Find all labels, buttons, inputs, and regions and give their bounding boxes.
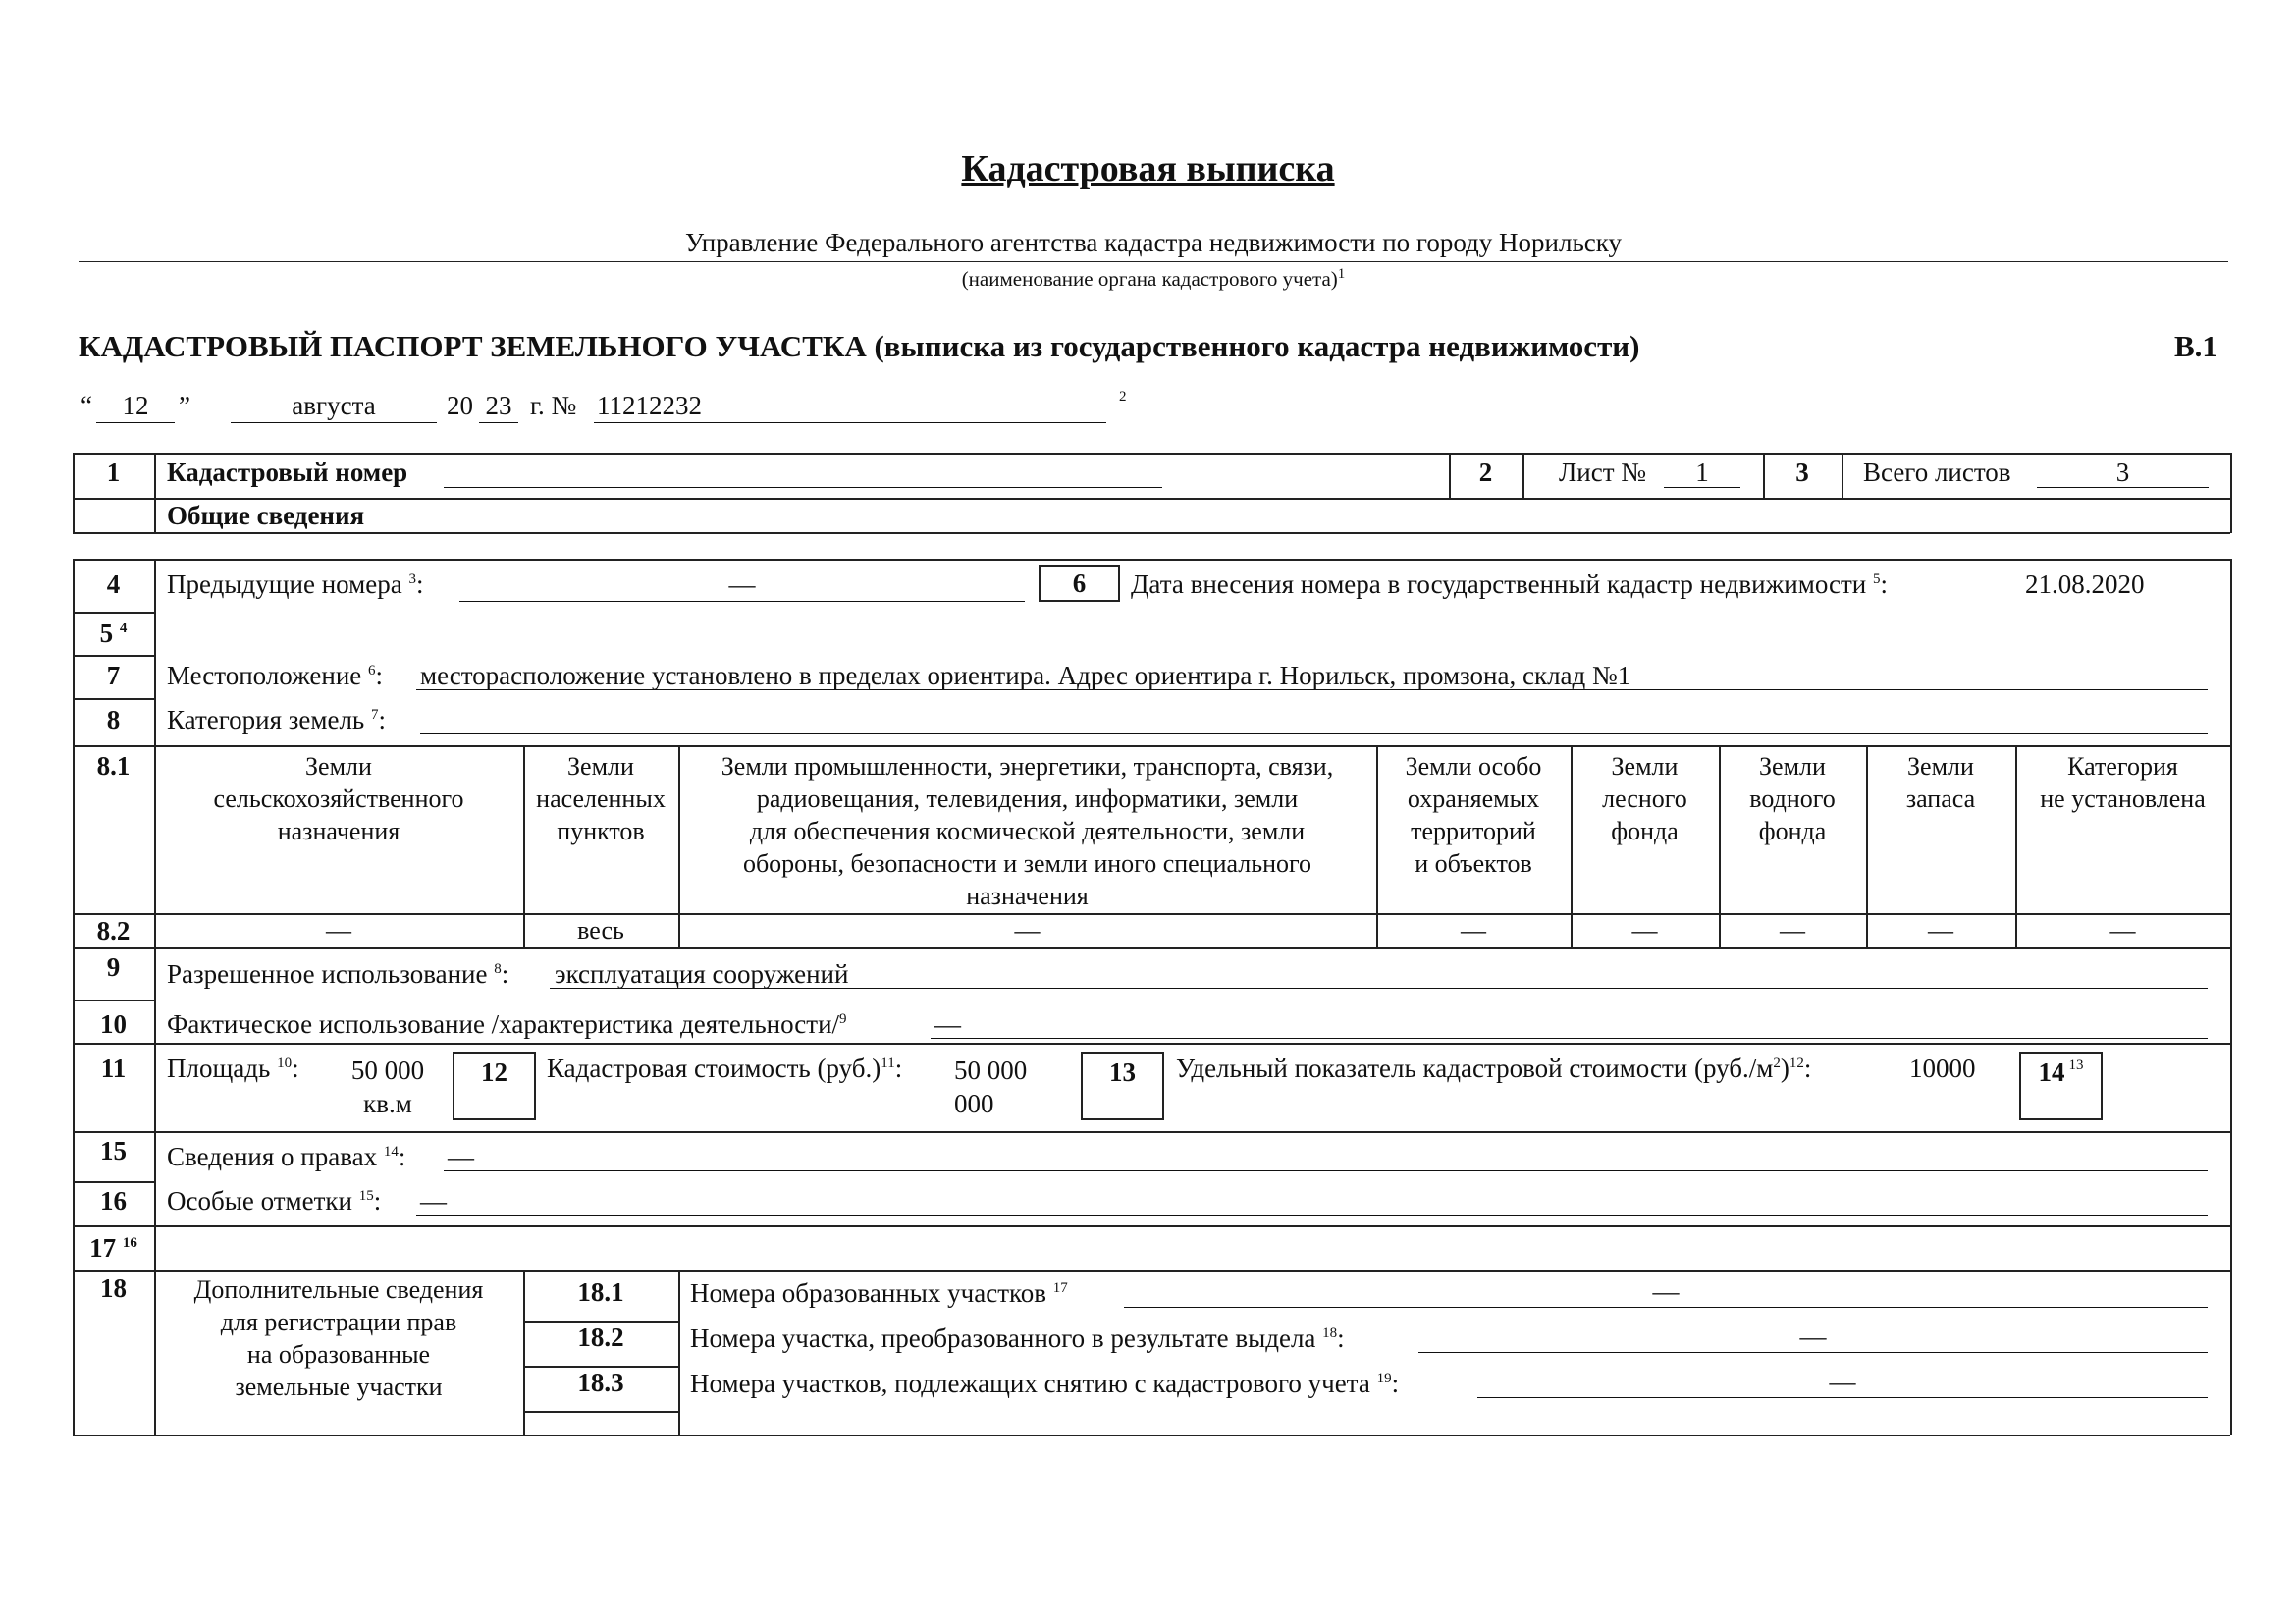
row-number-18-2: 18.2 <box>577 1323 624 1352</box>
row-number-18-3: 18.3 <box>577 1368 624 1397</box>
area-value: 50 000 кв.м <box>350 1056 425 1118</box>
date-month-underline <box>231 422 437 423</box>
date-year: 23 <box>485 391 512 420</box>
category-water: Земли водного фонда <box>1749 752 1836 845</box>
date-close-quote: ” <box>179 391 190 420</box>
date-year-underline <box>479 422 518 423</box>
row-number-16: 16 <box>100 1186 127 1216</box>
date-day-underline <box>96 422 175 423</box>
field-number-13: 13 <box>1081 1052 1164 1120</box>
location-value: месторасположение установлено в пределах ориентира. Адрес ориентира г. Норильск, промзона, склад №1 <box>420 661 1631 690</box>
location-underline <box>416 689 2208 690</box>
registration-date-label: Дата внесения номера в государственный кадастр недвижимости $^5$: <box>1131 569 1888 599</box>
authority-caption: (наименование органа кадастрового учета)$^1$ <box>961 266 1346 291</box>
authority-underline <box>79 261 2228 262</box>
land-category-underline <box>420 733 2208 734</box>
permitted-use-label: Разрешенное использование $^8$: <box>167 959 509 989</box>
category-protected: Земли особо охраняемых территорий и объектов <box>1405 752 1542 878</box>
sheet-value: 1 <box>1695 458 1709 487</box>
row-number-18-1: 18.1 <box>577 1277 624 1307</box>
total-sheets-value: 3 <box>2115 458 2130 487</box>
cadastral-number-label: Кадастровый номер <box>167 458 408 487</box>
removal-plots-underline <box>1477 1397 2208 1398</box>
general-info-heading: Общие сведения <box>167 501 365 530</box>
row-number-2: 2 <box>1478 458 1493 487</box>
actual-use-underline <box>931 1038 2208 1039</box>
row-number-17: 17 $^{16}$ <box>89 1233 137 1263</box>
area-label: Площадь $^{10}$: <box>167 1054 299 1083</box>
total-sheets-underline <box>2037 487 2209 488</box>
row-number-8-1: 8.1 <box>96 751 131 781</box>
row-number-4: 4 <box>106 569 121 599</box>
field-number-6: 6 <box>1039 565 1120 602</box>
row-number-3: 3 <box>1795 458 1809 487</box>
row-number-1: 1 <box>106 458 121 487</box>
category-value-water: — <box>1780 916 1805 945</box>
row-number-8: 8 <box>106 705 121 734</box>
row-number-15: 15 <box>100 1136 127 1165</box>
total-sheets-label: Всего листов <box>1863 458 2011 487</box>
category-settlements: Земли населенных пунктов <box>536 752 666 845</box>
registration-date-value: 21.08.2020 <box>2025 569 2145 599</box>
transformed-plot-value: — <box>1799 1322 1827 1351</box>
permitted-use-underline <box>550 988 2208 989</box>
previous-numbers-underline <box>459 601 1025 602</box>
row-number-9: 9 <box>106 952 121 982</box>
category-value-settlements: весь <box>577 916 624 945</box>
specific-cost-value: 10000 <box>1909 1054 1976 1083</box>
document-title: Кадастровая выписка <box>961 148 1335 189</box>
field-number-14: 14 13 <box>2019 1052 2103 1120</box>
formed-plots-value: — <box>1652 1276 1680 1306</box>
category-value-not-set: — <box>2109 916 2136 945</box>
document-number-underline <box>594 422 1106 423</box>
passport-heading: КАДАСТРОВЫЙ ПАСПОРТ ЗЕМЕЛЬНОГО УЧАСТКА (выписка из государственного кадастра недвижимости) <box>79 329 1640 363</box>
category-value-reserve: — <box>1928 916 1953 945</box>
location-label: Местоположение $^6$: <box>167 661 384 690</box>
date-day: 12 <box>122 391 149 420</box>
additional-info-label: Дополнительные сведения для регистрации прав на образованные земельные участки <box>193 1275 484 1401</box>
category-value-agricultural: — <box>326 916 351 945</box>
transformed-plot-label: Номера участка, преобразованного в результате выдела $^{18}$: <box>690 1324 1345 1353</box>
formed-plots-underline <box>1124 1307 2208 1308</box>
field-number-12: 12 <box>453 1052 536 1120</box>
category-not-set: Категория не установлена <box>2040 752 2206 813</box>
sheet-label: Лист № <box>1559 458 1647 487</box>
date-line-note: 2 <box>1119 389 1127 405</box>
rights-underline <box>444 1170 2208 1171</box>
category-forest: Земли лесного фонда <box>1602 752 1687 845</box>
cadastral-cost-value: 50 000 000 <box>954 1056 1028 1118</box>
removal-plots-value: — <box>1829 1367 1856 1396</box>
category-value-forest: — <box>1631 916 1658 945</box>
rights-label: Сведения о правах $^{14}$: <box>167 1142 406 1171</box>
removal-plots-label: Номера участков, подлежащих снятию с кадастрового учета $^{19}$: <box>690 1369 1400 1398</box>
form-code: В.1 <box>2174 329 2217 363</box>
row-number-7: 7 <box>106 661 121 690</box>
row-number-10: 10 <box>100 1009 127 1039</box>
category-reserve: Земли запаса <box>1905 752 1976 813</box>
permitted-use-value: эксплуатация сооружений <box>555 959 849 989</box>
category-agricultural: Земли сельскохозяйственного назначения <box>213 752 464 845</box>
category-value-industrial: — <box>1014 916 1041 945</box>
date-year-prefix: 20 <box>447 391 473 420</box>
category-value-protected: — <box>1461 916 1486 945</box>
date-open-quote: “ <box>80 391 92 420</box>
special-marks-label: Особые отметки $^{15}$: <box>167 1186 382 1216</box>
specific-cost-label: Удельный показатель кадастровой стоимости $(руб./м^2)^{12}$: <box>1176 1054 1812 1083</box>
special-marks-value: — <box>420 1186 447 1216</box>
category-industrial: Земли промышленности, энергетики, транспорта, связи, радиовещания, телевидения, информатики, земли для обеспечения космической деятельности, земли обороны, безопасности и земли иного специального назначения <box>721 752 1334 910</box>
cadastral-number-field <box>444 487 1162 488</box>
row-number-5: 5 $^4$ <box>99 619 128 648</box>
special-marks-underline <box>416 1215 2208 1216</box>
actual-use-value: — <box>934 1009 961 1039</box>
date-year-suffix: г. № <box>530 391 577 420</box>
rights-value: — <box>448 1142 474 1171</box>
row-number-11: 11 <box>100 1054 127 1083</box>
previous-numbers-label: Предыдущие номера $^3$: <box>167 569 424 599</box>
cadastral-cost-label: Кадастровая стоимость $(руб.)^{11}$: <box>547 1054 903 1083</box>
date-month: августа <box>292 391 376 420</box>
previous-numbers-value: — <box>728 569 756 599</box>
sheet-underline <box>1664 487 1740 488</box>
actual-use-label: Фактическое использование /характеристика деятельности/$^9$ <box>167 1009 847 1039</box>
document-number: 11212232 <box>597 391 702 420</box>
transformed-plot-underline <box>1418 1352 2208 1353</box>
row-number-8-2: 8.2 <box>96 916 131 946</box>
formed-plots-label: Номера образованных участков $^{17}$ <box>690 1278 1068 1308</box>
land-category-label: Категория земель $^7$: <box>167 705 387 734</box>
authority-name: Управление Федерального агентства кадастра недвижимости по городу Норильску <box>684 228 1622 257</box>
row-number-18: 18 <box>100 1273 127 1303</box>
